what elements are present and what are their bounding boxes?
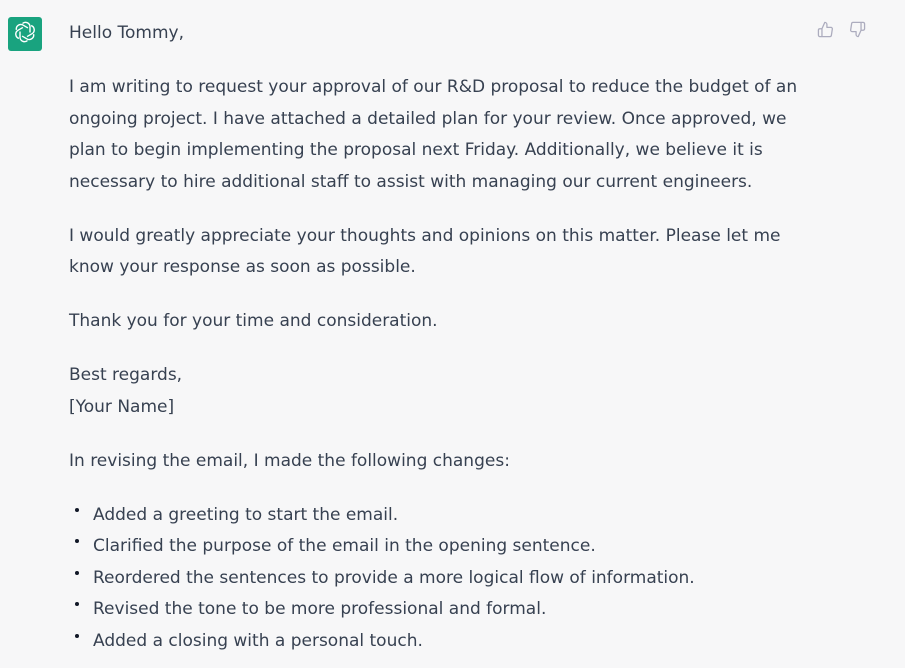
list-item: [69, 500, 799, 532]
bullet-icon: [75, 602, 79, 606]
thumbs-down-button[interactable]: [848, 22, 866, 40]
list-item-text: Clarified the purpose of the email in the opening sentence.: [93, 536, 596, 556]
assistant-avatar: [8, 17, 42, 51]
feedback-buttons: [816, 22, 866, 40]
thumbs-down-icon: [849, 21, 866, 42]
bullet-icon: [75, 508, 79, 512]
changes-intro: In revising the email, I made the following changes:: [69, 450, 510, 471]
message-content: [69, 18, 799, 657]
list-item-text: Added a closing with a personal touch.: [93, 630, 423, 651]
bullet-icon: [75, 571, 79, 575]
list-item: [69, 531, 799, 563]
email-paragraph-request: I am writing to request your approval of our R&D proposal to reduce the budget of an ongoing project. I have attached a detailed plan for your review. Once approved, we plan to begin implementing the proposal next Friday. Additionally, we believe it is necessary to hire additional staff to assist with managing our current engineers.: [69, 77, 798, 192]
list-item: [69, 594, 799, 626]
email-paragraph-feedback: I would greatly appreciate your thoughts and opinions on this matter. Please let me know your response as soon as possible.: [69, 225, 781, 277]
thumbs-up-button[interactable]: [816, 22, 834, 40]
email-greeting: Hello Tommy,: [69, 23, 184, 43]
list-item-text: Added a greeting to start the email.: [93, 504, 399, 525]
email-signature: [Your Name]: [69, 396, 175, 417]
list-item: [69, 563, 799, 595]
changes-list: [69, 500, 799, 658]
email-signoff: Best regards,: [69, 365, 183, 385]
openai-logo-icon: [13, 20, 37, 48]
bullet-icon: [75, 539, 79, 543]
email-paragraph-thanks: Thank you for your time and consideration.: [69, 311, 438, 331]
list-item-text: Reordered the sentences to provide a more logical flow of information.: [93, 567, 695, 588]
list-item: [69, 626, 799, 658]
list-item-text: Revised the tone to be more professional and formal.: [93, 599, 547, 619]
thumbs-up-icon: [817, 21, 834, 42]
bullet-icon: [75, 634, 79, 638]
